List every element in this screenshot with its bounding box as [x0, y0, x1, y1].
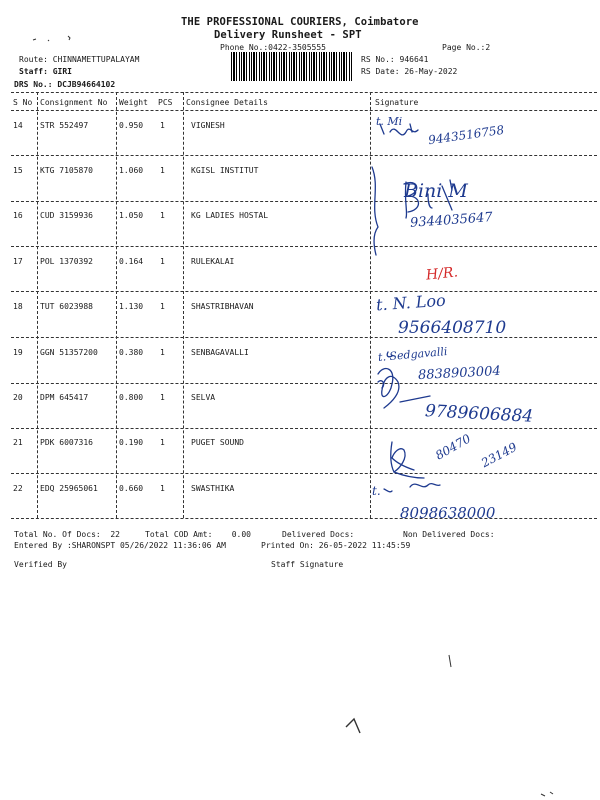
row-22-pcs: 1	[160, 484, 165, 493]
sig18-name: t. N. Loo	[375, 290, 447, 315]
staff-name: Staff: GIRI	[19, 67, 72, 76]
col-header-consignee: Consignee Details	[186, 98, 268, 107]
row-17-weight: 0.164	[119, 257, 144, 266]
sig18-number: 9566408710	[398, 318, 507, 338]
row-20-pcs: 1	[160, 393, 165, 402]
entered-by: Entered By :SHARONSPT 05/26/2022 11:36:06 AM	[14, 541, 226, 550]
sig14-number: 9443516758	[427, 122, 505, 148]
sig17-mark: H/R.	[425, 264, 459, 284]
row-15-consignee: KGISL INSTITUT	[191, 166, 259, 175]
verified-by: Verified By	[14, 560, 67, 569]
total-docs: Total No. Of Docs: 22	[14, 530, 120, 539]
total-cod: Total COD Amt: 0.00	[145, 530, 251, 539]
staff-signature-label: Staff Signature	[271, 560, 344, 569]
drs-number: DRS No.: DCJB94664102	[14, 80, 116, 89]
row-19-consignee: SENBAGAVALLI	[191, 348, 249, 357]
row-15-pcs: 1	[160, 166, 165, 175]
row-19-consignment: GGN 51357200	[40, 348, 98, 357]
row-14-weight: 0.950	[119, 121, 144, 130]
sig22-number: 8098638000	[400, 504, 496, 522]
delivered-docs: Delivered Docs:	[282, 530, 355, 539]
row-18-pcs: 1	[160, 302, 165, 311]
row-16-pcs: 1	[160, 211, 165, 220]
row-14-consignment: STR 552497	[40, 121, 89, 130]
col-header-sno: S No	[13, 98, 33, 107]
col-header-consignment: Consignment No	[40, 98, 108, 107]
scan-mark	[346, 719, 360, 733]
sig19-number: 8838903004	[417, 363, 502, 384]
sig16-name: Bini M	[404, 180, 468, 202]
row-18-sno: 18	[13, 302, 23, 311]
row-16-consignee: KG LADIES HOSTAL	[191, 211, 269, 220]
row-14-consignee: VIGNESH	[191, 121, 225, 130]
row-18-weight: 1.130	[119, 302, 144, 311]
row-17-consignee: RULEKALAI	[191, 257, 235, 266]
row-22-sno: 22	[13, 484, 23, 493]
route: Route: CHINNAMETTUPALAYAM	[19, 55, 140, 64]
company-title: THE PROFESSIONAL COURIERS, Coimbatore	[181, 16, 419, 28]
sig21-number-2: 23149	[478, 439, 520, 471]
scan-mark	[449, 655, 451, 667]
row-16-consignment: CUD 3159936	[40, 211, 93, 220]
non-delivered-docs: Non Delivered Docs:	[403, 530, 495, 539]
sig22-mark: t.	[372, 484, 381, 498]
rs-date: RS Date: 26-May-2022	[361, 67, 458, 76]
row-19-pcs: 1	[160, 348, 165, 357]
row-20-consignment: DPM 645417	[40, 393, 89, 402]
row-14-sno: 14	[13, 121, 23, 130]
col-header-signature: Signature	[375, 98, 419, 107]
row-17-consignment: POL 1370392	[40, 257, 93, 266]
row-19-sno: 19	[13, 348, 23, 357]
row-15-weight: 1.060	[119, 166, 144, 175]
row-22-weight: 0.660	[119, 484, 144, 493]
row-20-weight: 0.800	[119, 393, 144, 402]
row-21-weight: 0.190	[119, 438, 144, 447]
sig20-number: 9789606884	[424, 401, 534, 427]
col-header-pcs: PCS	[158, 98, 173, 107]
scan-mark	[33, 36, 70, 41]
row-21-sno: 21	[13, 438, 23, 447]
row-14-pcs: 1	[160, 121, 165, 130]
sig19-name: t. Sedgavalli	[377, 344, 448, 365]
row-20-consignee: SELVA	[191, 393, 216, 402]
scan-mark	[541, 792, 553, 796]
col-header-weight: Weight	[119, 98, 148, 107]
runsheet-subtitle: Delivery Runsheet - SPT	[214, 29, 362, 41]
row-19-weight: 0.380	[119, 348, 144, 357]
row-15-consignment: KTG 7105870	[40, 166, 93, 175]
row-22-consignment: EDQ 25965061	[40, 484, 98, 493]
sig16-number: 9344035647	[409, 210, 494, 231]
page-number: Page No.:2	[442, 43, 491, 52]
row-21-pcs: 1	[160, 438, 165, 447]
row-21-consignment: PDK 6007316	[40, 438, 93, 447]
row-15-sno: 15	[13, 166, 23, 175]
printed-on: Printed On: 26-05-2022 11:45:59	[261, 541, 411, 550]
row-17-sno: 17	[13, 257, 23, 266]
sig21-number-1: 80470	[433, 431, 474, 463]
row-18-consignee: SHASTRIBHAVAN	[191, 302, 254, 311]
row-18-consignment: TUT 6023988	[40, 302, 93, 311]
row-16-weight: 1.050	[119, 211, 144, 220]
row-20-sno: 20	[13, 393, 23, 402]
row-21-consignee: PUGET SOUND	[191, 438, 244, 447]
phone-number: Phone No.:0422-3505555	[220, 43, 326, 52]
sig14-mark: t. Mi	[376, 115, 403, 128]
row-17-pcs: 1	[160, 257, 165, 266]
rs-number: RS No.: 946641	[361, 55, 429, 64]
row-22-consignee: SWASTHIKA	[191, 484, 235, 493]
row-16-sno: 16	[13, 211, 23, 220]
